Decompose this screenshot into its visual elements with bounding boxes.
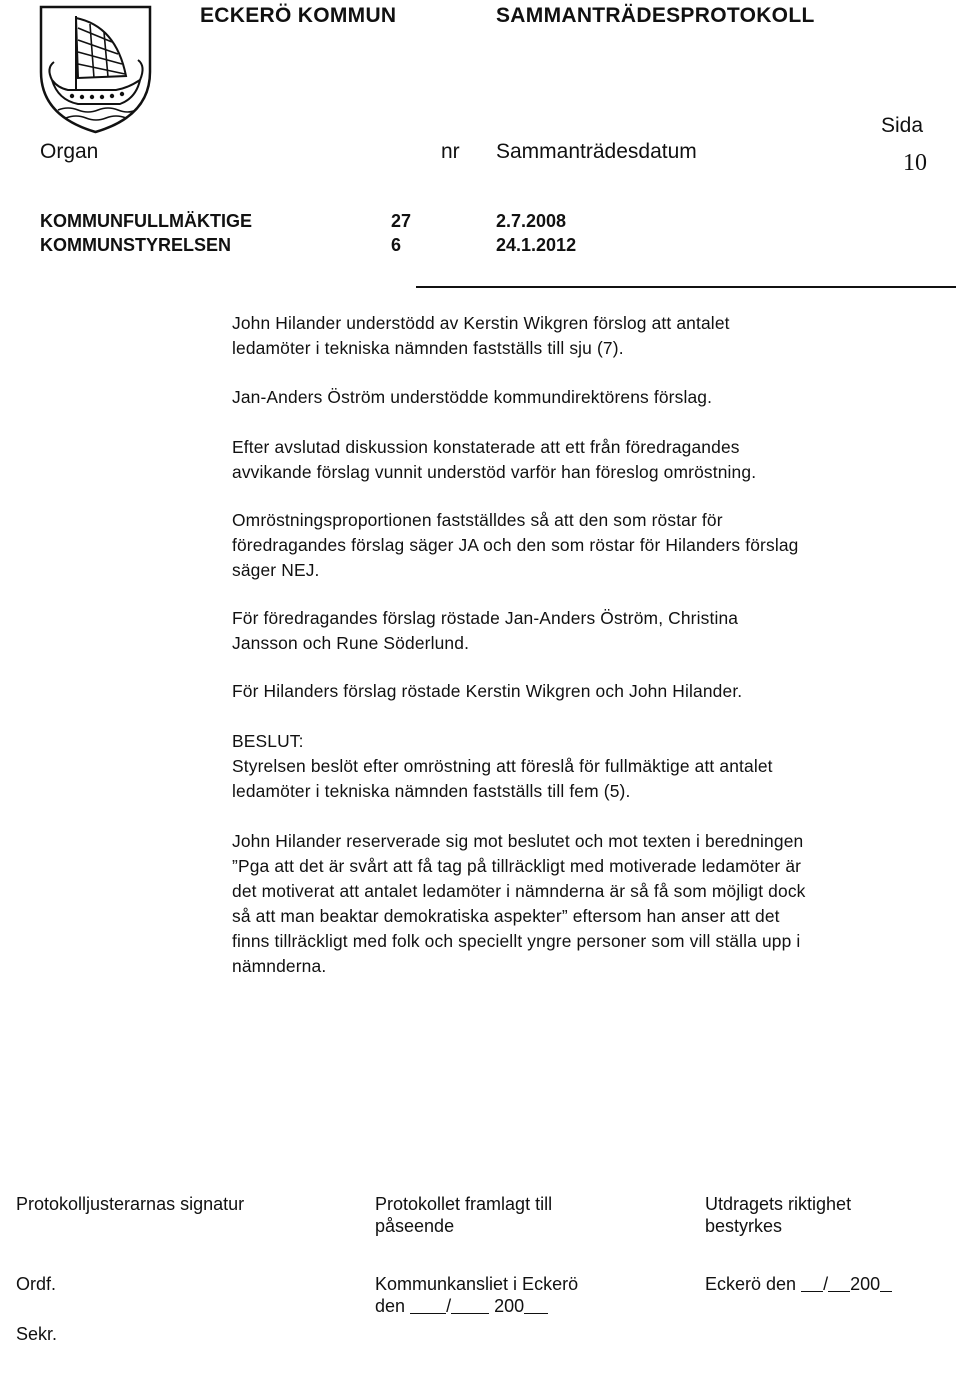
footer-signature-heading: Protokolljusterarnas signatur	[16, 1194, 245, 1214]
certification-date-line: Eckerö den / 200	[705, 1273, 892, 1295]
municipality-crest-logo	[38, 4, 153, 134]
paragraph-votes-against	[232, 679, 932, 704]
paragraph-reservation	[232, 829, 932, 979]
text-line: Omröstningsproportionen fastställdes så att den som röstar för	[232, 510, 723, 530]
text-line: föredragandes förslag säger JA och den som röstar för Hilanders förslag	[232, 535, 799, 555]
text-line: Jan-Anders Öström understödde kommundirektörens förslag.	[232, 387, 713, 407]
municipality-name: ECKERÖ KOMMUN	[200, 4, 397, 27]
meeting-nr: 27	[391, 211, 412, 231]
paragraph-support	[232, 385, 932, 410]
text-line: För Hilanders förslag röstade Kerstin Wikgren och John Hilander.	[232, 681, 743, 701]
column-label-organ: Organ	[40, 140, 99, 163]
text-line: Jansson och Rune Söderlund.	[232, 633, 470, 653]
meeting-organ: KOMMUNFULLMÄKTIGE	[40, 211, 252, 231]
document-type-title: SAMMANTRÄDESPROTOKOLL	[496, 4, 815, 27]
text-line: avvikande förslag vunnit understöd varför han föreslog omröstning.	[232, 462, 757, 482]
footer-certified-heading: Utdragets riktighet bestyrkes	[705, 1194, 852, 1236]
text-line: ledamöter i tekniska nämnden fastställs till fem (5).	[232, 781, 631, 801]
paragraph-proposal	[232, 311, 932, 361]
column-label-date: Sammanträdesdatum	[496, 140, 697, 163]
text-line: så att man beaktar demokratiska aspekter” eftersom han anser att det	[232, 906, 780, 926]
text-line: säger NEJ.	[232, 560, 320, 580]
meeting-date: 2.7.2008	[496, 211, 567, 231]
text-line: ledamöter i tekniska nämnden fastställs till sju (7).	[232, 338, 624, 358]
paragraph-votes-for	[232, 606, 932, 656]
paragraph-vote-procedure	[232, 508, 932, 583]
paragraph-decision	[232, 729, 932, 804]
posting-location: Kommunkansliet i Eckerö den / 200	[375, 1274, 579, 1316]
text-line: Efter avslutad diskussion konstaterade att ett från föredragandes	[232, 437, 740, 457]
posting-date-line: den / 200	[375, 1295, 578, 1317]
text-line: John Hilander reserverade sig mot beslutet och mot texten i beredningen	[232, 831, 804, 851]
meeting-organ: KOMMUNSTYRELSEN	[40, 235, 232, 255]
meeting-date: 24.1.2012	[496, 235, 577, 255]
blank-day-field	[410, 1297, 446, 1314]
chairman-label: Ordf.	[16, 1274, 57, 1294]
blank-year-field	[524, 1297, 548, 1314]
paragraph-discussion	[232, 435, 932, 485]
text-line: nämnderna.	[232, 956, 327, 976]
column-label-nr: nr	[441, 140, 460, 163]
decision-label: BESLUT:	[232, 731, 304, 751]
footer-posted-heading: Protokollet framlagt till påseende	[375, 1194, 553, 1236]
text-line: Styrelsen beslöt efter omröstning att föreslå för fullmäktige att antalet	[232, 756, 773, 776]
text-line: John Hilander understödd av Kerstin Wikgren förslog att antalet	[232, 313, 730, 333]
header-divider	[416, 286, 956, 288]
blank-day-field	[801, 1275, 823, 1292]
meeting-nr: 6	[391, 235, 402, 255]
blank-year-field	[880, 1275, 892, 1292]
page-number: 10	[903, 150, 927, 176]
text-line: det motiverat att antalet ledamöter i nämnderna är så få som möjligt dock	[232, 881, 806, 901]
page-label: Sida	[881, 114, 924, 137]
text-line: För föredragandes förslag röstade Jan-Anders Öström, Christina	[232, 608, 739, 628]
blank-month-field	[828, 1275, 850, 1292]
secretary-label: Sekr.	[16, 1324, 58, 1344]
viking-ship-crest-icon	[38, 4, 153, 134]
blank-month-field	[451, 1297, 489, 1314]
text-line: ”Pga att det är svårt att få tag på tillräckligt med motiverade ledamöter är	[232, 856, 802, 876]
text-line: finns tillräckligt med folk och speciellt yngre personer som vill ställa upp i	[232, 931, 801, 951]
